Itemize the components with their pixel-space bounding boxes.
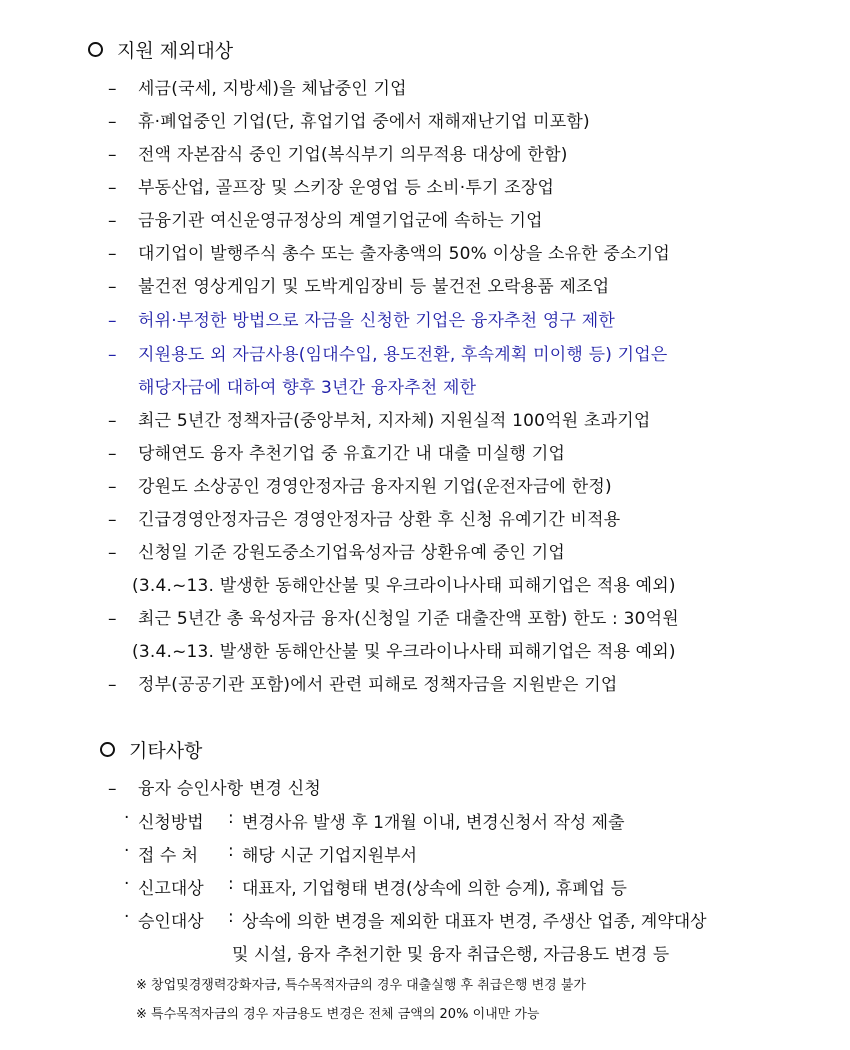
exception-note: (3.4.~13. 발생한 동해안산불 및 우크라이나사태 피해기업은 적용 예외) [132, 642, 676, 662]
exception-note: (3.4.~13. 발생한 동해안산불 및 우크라이나사태 피해기업은 적용 예외) [132, 576, 676, 596]
list-item: – 불건전 영상게임기 및 도박게임장비 등 불건전 오락용품 제조업 [108, 277, 610, 297]
list-item: – 전액 자본잠식 중인 기업(복식부기 의무적용 대상에 한함) [108, 145, 568, 165]
sub-item-continuation: 및 시설, 융자 추천기한 및 융자 취급은행, 자금용도 변경 등 [232, 945, 670, 965]
footnote: ※ 창업및경쟁력강화자금, 특수목적자금의 경우 대출실행 후 취급은행 변경 불가 [136, 978, 586, 993]
circle-bullet-icon [88, 42, 103, 57]
list-item: – 대기업이 발행주식 총수 또는 출자총액의 50% 이상을 소유한 중소기업 [108, 244, 671, 264]
section-heading-other [100, 736, 202, 763]
list-item: – 긴급경영안정자금은 경영안정자금 상환 후 신청 유예기간 비적용 [108, 510, 621, 530]
list-item: – 융자 승인사항 변경 신청 [108, 779, 322, 799]
section-heading-exclusions [88, 36, 233, 63]
sub-item: · 접 수 처 : 해당 시군 기업지원부서 [124, 841, 418, 866]
list-item: – 신청일 기준 강원도중소기업육성자금 상환유예 중인 기업 [108, 543, 565, 563]
list-item: – 최근 5년간 정책자금(중앙부처, 지자체) 지원실적 100억원 초과기업 [108, 411, 651, 431]
list-item: – 당해연도 융자 추천기업 중 유효기간 내 대출 미실행 기업 [108, 444, 566, 464]
list-item: – 부동산업, 골프장 및 스키장 운영업 등 소비·투기 조장업 [108, 178, 555, 198]
sub-item: · 신청방법 : 변경사유 발생 후 1개월 이내, 변경신청서 작성 제출 [124, 808, 625, 833]
list-item: – 정부(공공기관 포함)에서 관련 피해로 정책자금을 지원받은 기업 [108, 675, 618, 695]
list-item-continuation: 해당자금에 대하여 향후 3년간 융자추천 제한 [138, 378, 477, 398]
sub-item: · 신고대상 : 대표자, 기업형태 변경(상속에 의한 승계), 휴폐업 등 [124, 874, 627, 899]
section-title: 지원 제외대상 [117, 40, 234, 62]
circle-bullet-icon [100, 742, 115, 757]
sub-item: · 승인대상 : 상속에 의한 변경을 제외한 대표자 변경, 주생산 업종, 계약대상 [124, 907, 707, 932]
section-title: 기타사항 [129, 740, 203, 762]
list-item: – 금융기관 여신운영규정상의 계열기업군에 속하는 기업 [108, 211, 543, 231]
list-item-highlight: – 지원용도 외 자금사용(임대수입, 용도전환, 후속계획 미이행 등) 기업은 [108, 345, 668, 365]
list-item: – 최근 5년간 총 육성자금 융자(신청일 기준 대출잔액 포함) 한도 : 30억원 [108, 609, 679, 629]
list-item: – 세금(국세, 지방세)을 체납중인 기업 [108, 79, 407, 99]
footnote: ※ 특수목적자금의 경우 자금용도 변경은 전체 금액의 20% 이내만 가능 [136, 1007, 540, 1022]
list-item: – 휴·폐업중인 기업(단, 휴업기업 중에서 재해재난기업 미포함) [108, 112, 590, 132]
list-item-highlight: – 허위·부정한 방법으로 자금을 신청한 기업은 융자추천 영구 제한 [108, 311, 616, 331]
list-item: – 강원도 소상공인 경영안정자금 융자지원 기업(운전자금에 한정) [108, 477, 612, 497]
